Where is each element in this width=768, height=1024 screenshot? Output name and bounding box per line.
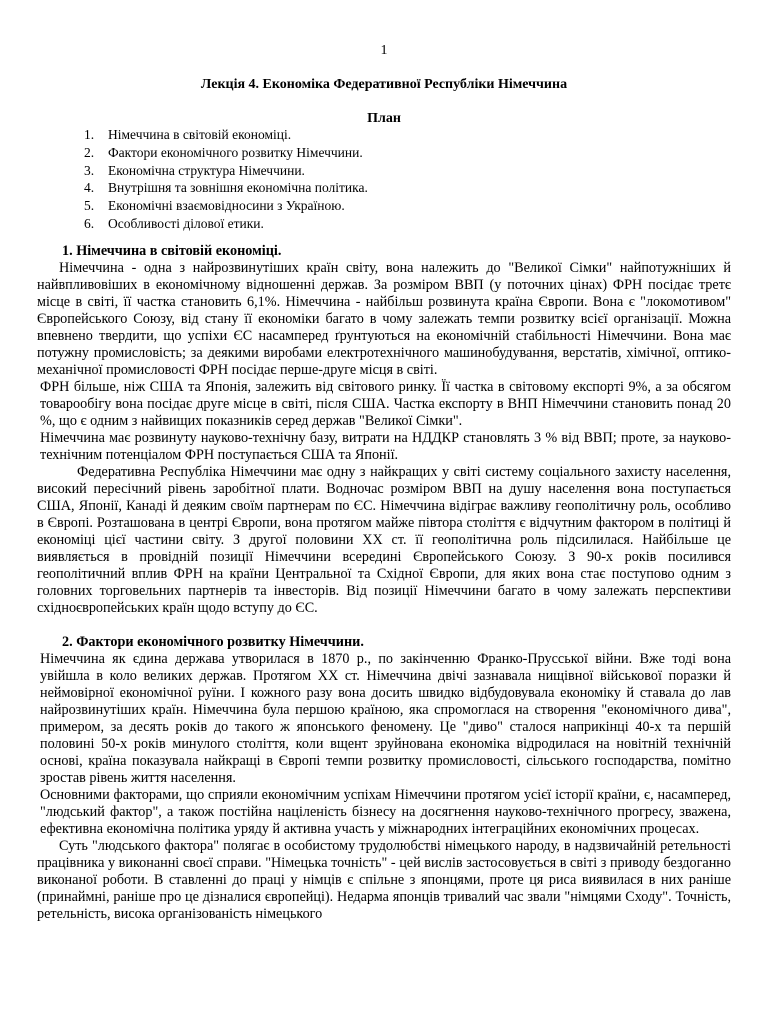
paragraph: Федеративна Республіка Німеччини має одну з найкращих у світі систему соціального захисту населення, високий пересічний рівень заробітної плати. Водночас розміром ВВП на душу населення вона поступається США, Японії, Канаді й деяким своїм партнерам по ЄС. Німеччина відіграє важливу геополітичну роль, особливо в Європі. Розташована в центрі Європи, вона протягом майже півтора століття є відчутним фактором в політиці й економіці цієї частини світу. З другої половини XX ст. її геополітична роль підсилилася. Найбільше це виявляється в провідній позиції Німеччини всередині Європейського Союзу. З 90-х років посилився геополітичний вплив ФРН на країни Центральної та Східної Європи, для яких вона стає поступово одним з головних торговельних партнерів та інвесторів. Від позиції Німеччини багато в чому залежать перспективи східноєвропейських країн щодо вступу до ЄС. (37, 464, 731, 616)
paragraph: Німеччина має розвинуту науково-технічну базу, витрати на НДДКР становлять 3 % від ВВП; проте, за науково-технічним потенціалом ФРН поступається США та Японії. (40, 430, 731, 463)
plan-item (84, 179, 368, 197)
paragraph: ФРН більше, ніж США та Японія, залежить від світового ринку. Її частка в світовому експорті 9%, а за обсягом товарообігу вона посідає друге місце в світі, після США. Частка експорту в ВНП Німеччини становить понад 20 %, що є одним з найвищих показників серед держав "Великої Сімки". (40, 379, 731, 429)
body-text (37, 243, 731, 923)
plan-item (84, 197, 368, 215)
plan-item-number: 1. (84, 127, 95, 142)
plan-item (84, 215, 368, 233)
page-number: 1 (380, 43, 388, 58)
paragraph: Німеччина як єдина держава утворилася в 1870 р., по закінченню Франко-Прусської війни. Вже тоді вона увійшла в коло великих держав. Протягом XX ст. Німеччина двічі зазнавала нищівної військової поразки й неймовірної економічної руїни. І кожного разу вона досить швидко відбудовувала економіку й ставала до лав найрозвинутіших країн. Німеччина була першою країною, яка спромоглася на створення "економічного дива", примером, за десять років до такого ж японського феномену. Це "диво" сталося наприкінці 40-х та першій половині 50-х років минулого століття, коли вщент зруйнована економіка відродилася на новітній технічній основі, країна показувала найкращі в Європі темпи розвитку промисловості, сільського господарства, помітно зростав рівень життя населення. (40, 651, 731, 786)
plan-item-text: Економічна структура Німеччини. (108, 162, 305, 178)
plan-item-number: 3. (84, 162, 95, 178)
plan-heading: План (367, 111, 401, 126)
section-heading: 1. Німеччина в світовій економіці. (62, 243, 282, 259)
paragraph: Німеччина - одна з найрозвинутіших країн світу, вона належить до "Великої Сімки" найпотужніших й найвпливовіших в економічному відношенні держав. За розміром ВВП (у поточних цінах) ФРН посідає третє місце в світі, її частка становить 6,1%. Німеччина - найбільш розвинута країна Європи. Вона є "локомотивом" Європейського Союзу, від стану її економіки багато в чому залежать темпи розвитку всієї організації. Можна впевнено твердити, що успіхи ЄС насамперед ґрунтуються на економічній стабільності Німеччини. Вона має потужну промисловість; за деякими виробами електротехнічного машинобудування, верстатів, хімічної, оптико-механічної промисловості ФРН посідає перше-друге місця в світі. (37, 260, 731, 378)
plan-item-number: 2. (84, 144, 95, 160)
plan-item-text: Внутрішня та зовнішня економічна політика. (108, 180, 368, 196)
plan-item-text: Економічні взаємовідносини з Україною. (108, 198, 345, 214)
plan-item-number: 4. (84, 180, 95, 196)
plan-item-text: Фактори економічного розвитку Німеччини. (108, 144, 363, 160)
paragraph: Суть "людського фактора" полягає в особистому трудолюбстві німецького народу, в надзвичайній ретельності працівника у виконанні своєї справи. "Німецька точність" - цей вислів застосовується в світі з приводу бездоганно виконаної роботи. В ставленні до праці у німців є спільне з японцями, проте ця риса виявилася в них раніше (принаймні, раніше про це дізналися європейці). Недарма японців тривалий час звали "німцями Сходу". Точність, ретельність, висока організованість німецького (37, 838, 731, 922)
section-spacer (37, 617, 731, 634)
plan-list (84, 126, 368, 233)
plan-item-number: 5. (84, 198, 95, 214)
lecture-title: Лекція 4. Економіка Федеративної Республіки Німеччина (200, 77, 568, 92)
plan-item (84, 144, 368, 162)
paragraph: Основними факторами, що сприяли економічним успіхам Німеччини протягом усієї історії країни, є, насамперед, "людський фактор", а також постійна націленість бізнесу на досягнення науково-технічного прогресу, зважена, ефективна економічна політика уряду й активна участь у міжнародних інтеграційних економічних процесах. (40, 787, 731, 837)
plan-item-number: 6. (84, 215, 95, 231)
plan-item (84, 162, 368, 180)
plan-item-text: Німеччина в світовій економіці. (108, 127, 292, 142)
plan-item (84, 126, 368, 144)
plan-item-text: Особливості ділової етики. (108, 215, 264, 231)
section-heading: 2. Фактори економічного розвитку Німеччини. (62, 634, 364, 650)
